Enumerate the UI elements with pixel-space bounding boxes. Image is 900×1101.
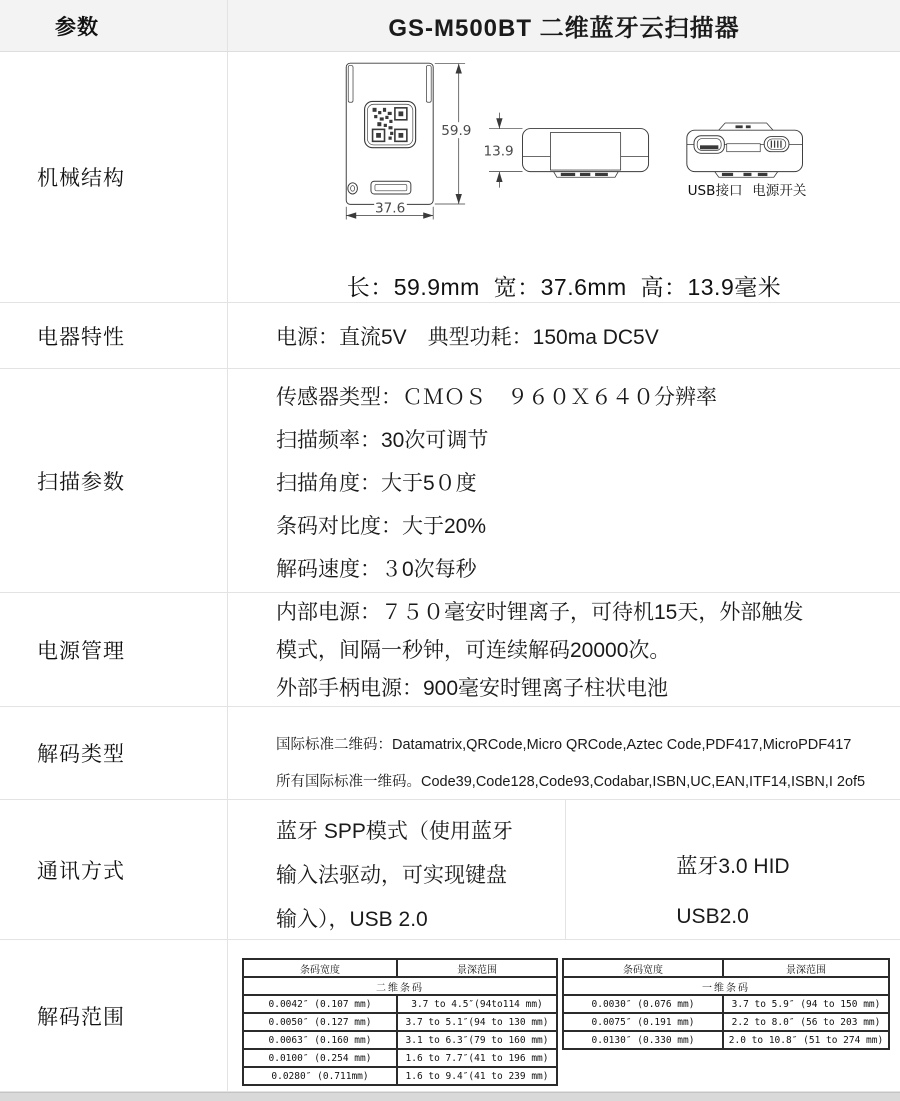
- scanning-content: [228, 369, 900, 592]
- table-cell: 3.1 to 6.3″(79 to 160 mm): [397, 1031, 557, 1049]
- mechanical-content: [228, 52, 900, 302]
- row-label-mechanical: 机械结构: [0, 52, 228, 302]
- table-cell: 0.0130″ (0.330 mm): [563, 1031, 723, 1049]
- spec-line: 内部电源：７５０毫安时锂离子，可待机15天，外部触发: [276, 601, 804, 624]
- scanner-side-view: [523, 129, 649, 178]
- decode-range-content: [228, 940, 900, 1091]
- table-cell: 0.0280″ (0.711mm): [243, 1067, 397, 1085]
- table-row: [243, 1013, 557, 1031]
- table-cell: 3.7 to 5.9″ (94 to 150 mm): [723, 995, 889, 1013]
- spec-line: 传感器类型：ＣＭＯＳ ９６０Ｘ６４０分辨率: [276, 386, 717, 409]
- spec-line: 输入法驱动，可实现键盘: [276, 864, 507, 887]
- row-label-power: 电源管理: [0, 593, 228, 706]
- table-cell: 0.0063″ (0.160 mm): [243, 1031, 397, 1049]
- spec-line: 模式，间隔一秒钟，可连续解码20000次。: [276, 639, 671, 662]
- communication-spp-cell: [228, 800, 566, 939]
- power-switch-icon: [764, 137, 789, 152]
- spec-line: 扫描频率：30次可调节: [276, 429, 489, 452]
- spec-line: 条码对比度：大于20%: [276, 515, 487, 538]
- table-row: [243, 1067, 557, 1085]
- svg-text:59.9: 59.9: [441, 122, 472, 139]
- mechanical-drawing: [228, 52, 900, 257]
- row-scanning: [0, 369, 900, 593]
- table-cell: 1.6 to 7.7″(41 to 196 mm): [397, 1049, 557, 1067]
- spec-line: 国际标准二维码：Datamatrix,QRCode,Micro QRCode,Aztec Code,PDF417,MicroPDF417: [276, 737, 852, 753]
- communication-hid-cell: [566, 800, 900, 939]
- svg-text:37.6: 37.6: [375, 200, 406, 217]
- table-cell: 0.0042″ (0.107 mm): [243, 995, 397, 1013]
- spec-line: 蓝牙3.0 HID: [676, 855, 790, 878]
- power-switch-label: 电源开关: [752, 182, 807, 199]
- spec-line: 外部手柄电源：900毫安时锂离子柱状电池: [276, 677, 669, 700]
- spec-line: 解码速度：３0次每秒: [276, 558, 477, 581]
- usb-port-label: USB接口: [687, 182, 743, 199]
- row-electrical: [0, 303, 900, 369]
- decode-range-table-1d: [562, 958, 890, 1050]
- row-label-electrical: 电器特性: [0, 303, 228, 368]
- row-label-communication: 通讯方式: [0, 800, 228, 939]
- spec-line: 蓝牙 SPP模式（使用蓝牙: [276, 820, 513, 843]
- table-row: [563, 1013, 889, 1031]
- column-header: 景深范围: [397, 959, 557, 977]
- qr-window-icon: [365, 101, 416, 147]
- spec-line: 扫描角度：大于5０度: [276, 472, 477, 495]
- param-header-label: 参数: [0, 0, 228, 51]
- row-communication: [0, 800, 900, 940]
- electrical-spec-text: 电源：直流5V 典型功耗：150ma DC5V: [276, 325, 659, 349]
- table-cell: 0.0075″ (0.191 mm): [563, 1013, 723, 1031]
- spec-line: 输入），USB 2.0: [276, 908, 428, 931]
- dim-width: [346, 200, 433, 219]
- bottom-divider: [0, 1092, 900, 1101]
- dim-thickness: [479, 113, 522, 188]
- table-row: [243, 1049, 557, 1067]
- power-content: [228, 593, 900, 706]
- group-header: 二维条码: [243, 977, 557, 995]
- scanner-bottom-view: [687, 123, 807, 199]
- spec-line: 所有国际标准一维码。Code39,Code128,Code93,Codabar,ISBN,UC,EAN,ITF14,ISBN,I 2of5: [276, 774, 866, 790]
- table-row: [243, 995, 557, 1013]
- usb-port-icon: [694, 136, 724, 154]
- dimensions-caption: 长：59.9mm 宽：37.6mm 高：13.9毫米: [346, 274, 782, 300]
- row-mechanical: [0, 52, 900, 303]
- spec-line: USB2.0: [676, 905, 749, 928]
- table-row: [563, 1031, 889, 1049]
- table-cell: 2.0 to 10.8″ (51 to 274 mm): [723, 1031, 889, 1049]
- table-cell: 3.7 to 5.1″(94 to 130 mm): [397, 1013, 557, 1031]
- row-label-scanning: 扫描参数: [0, 369, 228, 592]
- row-label-decode-types: 解码类型: [0, 707, 228, 799]
- table-cell: 0.0030″ (0.076 mm): [563, 995, 723, 1013]
- table-cell: 3.7 to 4.5″(94to114 mm): [397, 995, 557, 1013]
- table-cell: 2.2 to 8.0″ (56 to 203 mm): [723, 1013, 889, 1031]
- table-cell: 0.0050″ (0.127 mm): [243, 1013, 397, 1031]
- header-row: [0, 0, 900, 52]
- table-cell: 1.6 to 9.4″(41 to 239 mm): [397, 1067, 557, 1085]
- column-header: 条码宽度: [563, 959, 723, 977]
- table-row: [243, 1031, 557, 1049]
- scanner-front-view: [346, 63, 433, 204]
- svg-text:13.9: 13.9: [483, 143, 514, 160]
- row-power: [0, 593, 900, 707]
- group-header: 一维条码: [563, 977, 889, 995]
- dim-length: [435, 64, 472, 204]
- column-header: 景深范围: [723, 959, 889, 977]
- row-label-decode-range: 解码范围: [0, 940, 228, 1091]
- table-row: [563, 995, 889, 1013]
- column-header: 条码宽度: [243, 959, 397, 977]
- row-decode-range: [0, 940, 900, 1092]
- table-cell: 0.0100″ (0.254 mm): [243, 1049, 397, 1067]
- page-title: GS-M500BT 二维蓝牙云扫描器: [388, 15, 740, 42]
- decode-types-content: [228, 707, 900, 799]
- row-decode-types: [0, 707, 900, 800]
- decode-range-table-2d: [242, 958, 558, 1086]
